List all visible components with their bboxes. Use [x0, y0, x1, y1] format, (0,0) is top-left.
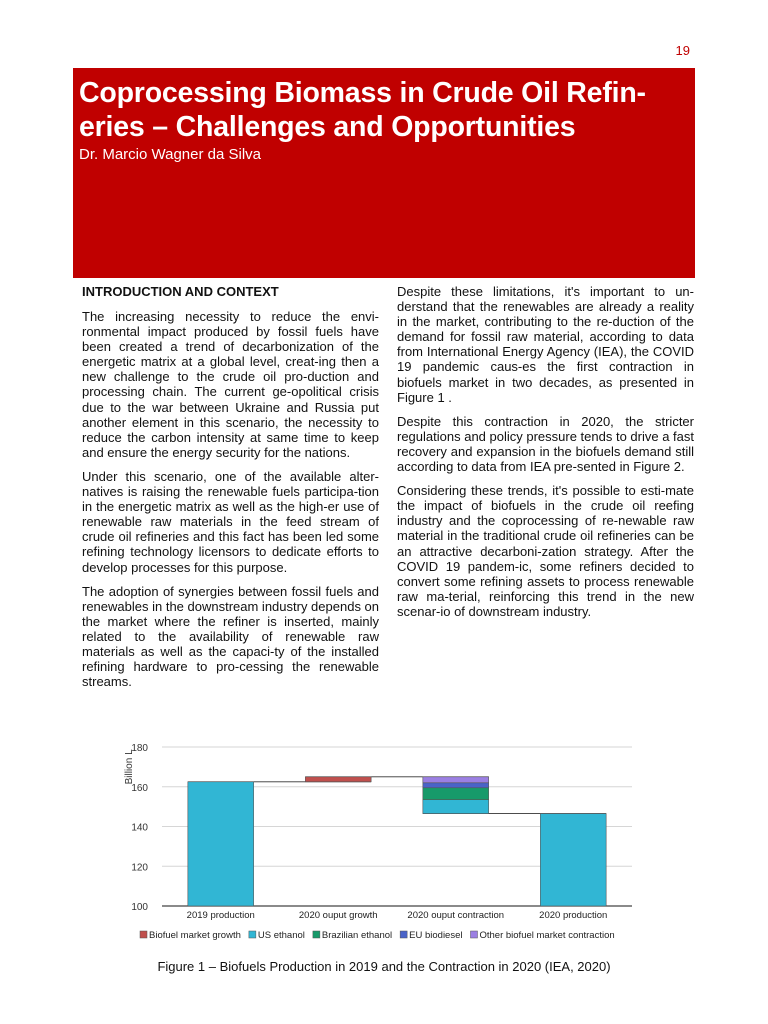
bar [540, 814, 606, 906]
waterfall-chart-svg [112, 735, 642, 950]
author-name: Dr. Marcio Wagner da Silva [79, 146, 262, 163]
paragraph: Despite this contraction in 2020, the stricter regulations and policy pressure tends to drive a fast recovery and expansion in the biofuels demand still according to data from IEA pre-sented in Figure 2. [397, 413, 695, 475]
page-number: 19 [675, 43, 690, 58]
paragraph: The adoption of synergies between fossil fuels and renewables in the downstream industry depends on the market where the refiner is inserted, mainly related to the availability of renewable raw materials as well as the capaci-ty of the installed refining hardware to pro-cessing the renewable streams. [82, 583, 380, 690]
legend-swatch [249, 931, 256, 938]
bar [423, 777, 489, 783]
legend-label: Brazilian ethanol [321, 930, 393, 941]
x-tick-label: 2020 ouput growth [298, 910, 378, 921]
y-tick-label: 100 [131, 902, 148, 913]
paragraph: The increasing necessity to reduce the envi-ronmental impact produced by fossil fuels have been created a trend of decarbonization of the energetic matrix at a global level, creat-ing then a new challenge to the crude oil pro-duction and processing chain. The current ge-opolitical crisis due to the war between Ukraine and Russia put another element in this scenario, the necessity to reduce the carbon intensity at same time to keep and ensure the energy security for the nations. [82, 309, 379, 460]
right-column [397, 284, 694, 628]
y-tick-label: 160 [131, 782, 148, 794]
y-tick-label: 120 [131, 862, 148, 874]
y-tick-label: 140 [131, 822, 148, 834]
title-banner [73, 68, 695, 278]
legend-label: US ethanol [257, 930, 305, 941]
article-title [79, 76, 689, 144]
legend-swatch [313, 931, 320, 938]
title-line-2: eries – Challenges and Opportunities [79, 111, 576, 143]
bar [423, 788, 489, 800]
bar [305, 777, 371, 782]
bar [423, 800, 489, 814]
legend-label: EU biodiesel [409, 930, 463, 941]
figure-caption: Figure 1 – Biofuels Production in 2019 and the Contraction in 2020 (IEA, 2020) [157, 959, 611, 974]
x-tick-label: 2019 production [186, 910, 255, 921]
bar [423, 783, 489, 788]
left-column [82, 284, 379, 698]
paragraph: Despite these limitations, it's important to un-derstand that the renewables are already a reality in the market, contributing to the re-duction of the demand for fossil raw material, according to data from International Energy Agency (IEA), the COVID 19 pandemic caus-es the first contraction in biofuels market in two decades, as presented in Figure 1 . [397, 284, 694, 405]
paragraph: Considering these trends, it's possible to esti-mate the impact of biofuels in the crude oil reefing industry and the coprocessing of re-newable raw material in the traditional crude oil refineries can be an attractive decarboni-zation strategy. After the COVID 19 pandem-ic, some refiners decided to convert some refining assets to process renewable raw ma-terial, reinforcing this trend in the new scenar-io of downstream industry. [397, 483, 694, 619]
legend-label: Other biofuel market contraction [479, 930, 615, 941]
legend-swatch [140, 931, 147, 938]
y-axis-label: Billion L [124, 749, 135, 785]
figure-1-chart [112, 735, 642, 950]
y-tick-label: 180 [131, 743, 148, 754]
x-tick-label: 2020 production [539, 910, 608, 921]
section-heading: INTRODUCTION AND CONTEXT [82, 284, 279, 299]
title-line-1: Coprocessing Biomass in Crude Oil Refin- [79, 77, 646, 109]
x-tick-label: 2020 ouput contraction [407, 910, 505, 921]
legend-swatch [470, 931, 477, 938]
legend-label: Biofuel market growth [149, 930, 241, 941]
legend-swatch [400, 931, 407, 938]
paragraph: Under this scenario, one of the available alter-natives is raising the renewable fuels participa-tion in the energetic matrix as well as the high-er use of renewable raw materials in the feed stream of crude oil refineries and this fact has been led some refining technology licensors to dedicate efforts to develop processes for this purpose. [82, 468, 379, 575]
bar [188, 782, 254, 906]
